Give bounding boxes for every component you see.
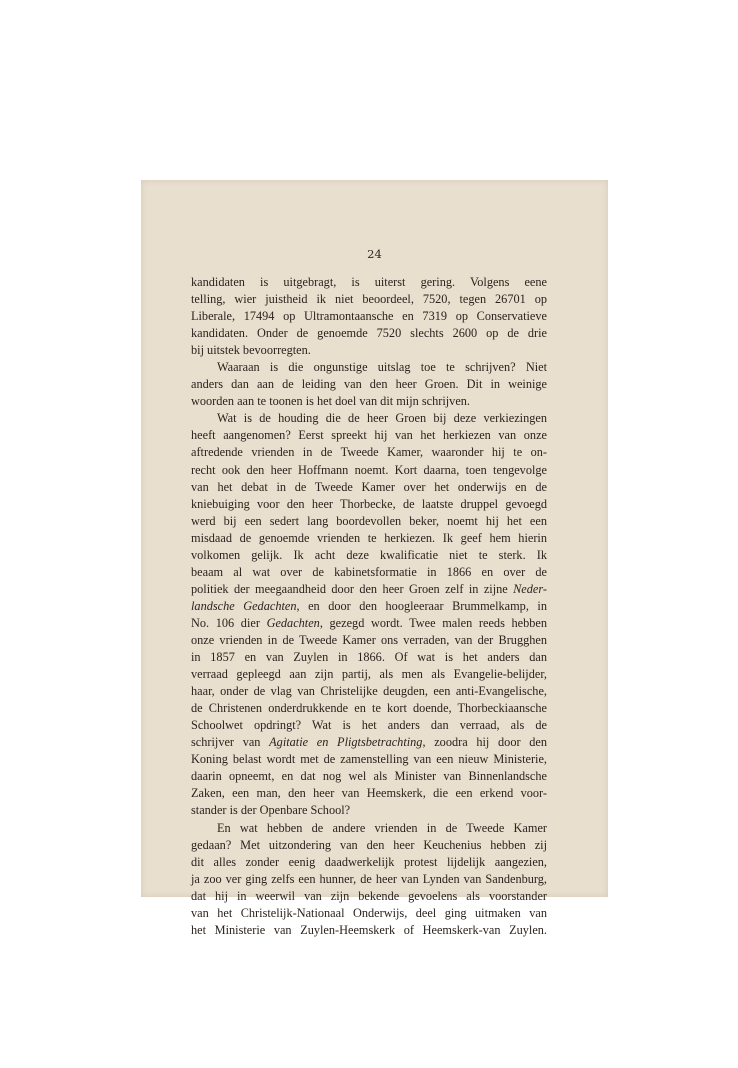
text-segment: anders dan aan de leiding van den heer Groen. Dit in weinige bbox=[191, 377, 547, 392]
text-line bbox=[191, 683, 547, 700]
text-line bbox=[191, 649, 547, 666]
text-segment: de Christenen onderdrukkende en te kort doende, Thorbeckiaansche bbox=[191, 701, 547, 716]
text-line bbox=[191, 802, 547, 819]
text-segment: aftredende vrienden in de Tweede Kamer, waaronder hij te on- bbox=[191, 445, 547, 460]
text-segment: dit alles zonder eenig daadwerkelijk protest lijdelijk aangezien, bbox=[191, 854, 547, 869]
text-segment: heeft aangenomen? Eerst spreekt hij van het herkiezen van onze bbox=[191, 428, 547, 443]
text-line bbox=[191, 854, 547, 871]
text-line bbox=[191, 598, 547, 615]
text-segment: daarin opneemt, en dat nog wel als Minister van Binnenlandsche bbox=[191, 769, 547, 784]
text-segment: , gezegd wordt. Twee malen reeds hebben bbox=[319, 615, 547, 630]
text-line bbox=[191, 871, 547, 888]
text-segment: Liberale, 17494 op Ultramontaansche en 7319 op Conservatieve bbox=[191, 309, 547, 324]
text-segment: dat hij in weerwil van zijn bekende gevoelens als voorstander bbox=[191, 888, 547, 903]
text-segment: stander is der Openbare School? bbox=[191, 803, 351, 818]
text-line bbox=[191, 359, 547, 376]
text-segment: verraad gepleegd aan zijn partij, als men als Evangelie-belijder, bbox=[191, 667, 547, 682]
text-segment: van het debat in de Tweede Kamer over het onderwijs en de bbox=[191, 479, 547, 494]
text-line bbox=[191, 291, 547, 308]
text-segment: misdaad de genoemde vrienden te herkiezen. Ik geef hem hierin bbox=[191, 530, 547, 545]
text-segment: gedaan? Met uitzondering van den heer Keuchenius hebben zij bbox=[191, 837, 547, 852]
text-segment: onze vrienden in de Tweede Kamer ons verraden, van der Brugghen bbox=[191, 632, 547, 647]
text-line bbox=[191, 530, 547, 547]
text-line bbox=[191, 615, 547, 632]
text-line bbox=[191, 462, 547, 479]
text-line bbox=[191, 274, 547, 291]
text-segment: beaam al wat over de kabinetsformatie in 1866 en over de bbox=[191, 564, 547, 579]
text-segment: Waaraan is die ongunstige uitslag toe te schrijven? Niet bbox=[217, 360, 547, 375]
text-line bbox=[191, 581, 547, 598]
text-line bbox=[191, 922, 547, 939]
text-line bbox=[191, 888, 547, 905]
text-line bbox=[191, 751, 547, 768]
text-line bbox=[191, 444, 547, 461]
text-segment: haar, onder de vlag van Christelijke deugden, een anti-Evangelische, bbox=[191, 684, 547, 699]
text-segment: politiek der meegaandheid door den heer Groen zelf in zijne bbox=[191, 581, 514, 596]
text-line bbox=[191, 564, 547, 581]
text-line bbox=[191, 427, 547, 444]
text-line bbox=[191, 410, 547, 427]
text-line bbox=[191, 496, 547, 513]
text-segment: werd bij een sedert lang boordevollen beker, noemt hij het een bbox=[191, 513, 547, 528]
text-segment: , en door den hoogleeraar Brummelkamp, in bbox=[296, 598, 547, 613]
text-segment: Schoolwet opdringt? Wat is het anders dan verraad, als de bbox=[191, 718, 547, 733]
text-line bbox=[191, 547, 547, 564]
text-segment: van het Christelijk-Nationaal Onderwijs, deel ging uitmaken van bbox=[191, 905, 547, 920]
text-segment: volkomen gelijk. Ik acht deze kwalificatie niet te sterk. Ik bbox=[191, 547, 547, 562]
italic-text: landsche Gedachten bbox=[191, 598, 297, 613]
text-segment: Wat is de houding die de heer Groen bij deze verkiezingen bbox=[217, 411, 547, 426]
text-line bbox=[191, 837, 547, 854]
text-segment: kandidaten is uitgebragt, is uiterst gering. Volgens eene bbox=[191, 275, 547, 289]
text-segment: in 1857 en van Zuylen in 1866. Of wat is het anders dan bbox=[191, 650, 547, 665]
italic-text: Neder- bbox=[513, 581, 547, 596]
text-segment: kniebuiging voor den heer Thorbecke, de laatste druppel gevoegd bbox=[191, 496, 547, 511]
text-segment: schrijver van bbox=[191, 735, 270, 750]
text-line bbox=[191, 513, 547, 530]
text-segment: woorden aan te toonen is het doel van dit mijn schrijven. bbox=[191, 394, 471, 409]
text-line bbox=[191, 666, 547, 683]
text-segment: het Ministerie van Zuylen-Heemskerk of Heemskerk-van Zuylen. bbox=[191, 922, 547, 937]
text-line bbox=[191, 734, 547, 751]
text-line bbox=[191, 785, 547, 802]
italic-text: Gedachten bbox=[266, 615, 320, 630]
text-line bbox=[191, 376, 547, 393]
text-segment: telling, wier juistheid ik niet beoordeel, 7520, tegen 26701 op bbox=[191, 292, 547, 307]
text-segment: ja zoo ver ging zelfs een hunner, de heer van Lynden van Sandenburg, bbox=[191, 871, 547, 886]
body-text bbox=[191, 274, 547, 939]
text-line bbox=[191, 325, 547, 342]
text-line bbox=[191, 308, 547, 325]
text-segment: En wat hebben de andere vrienden in de Tweede Kamer bbox=[217, 820, 547, 835]
text-line bbox=[191, 632, 547, 649]
text-line bbox=[191, 393, 547, 410]
text-line bbox=[191, 905, 547, 922]
text-segment: recht ook den heer Hoffmann noemt. Kort daarna, toen tengevolge bbox=[191, 462, 547, 477]
text-segment: bij uitstek bevoorregten. bbox=[191, 343, 311, 358]
text-segment: No. 106 dier bbox=[191, 615, 267, 630]
text-segment: Koning belast wordt met de zamenstelling van een nieuw Ministerie, bbox=[191, 752, 547, 767]
text-segment: Zaken, een man, den heer van Heemskerk, die een erkend voor- bbox=[191, 786, 547, 801]
text-segment: kandidaten. Onder de genoemde 7520 slechts 2600 op de drie bbox=[191, 326, 547, 341]
text-line bbox=[191, 479, 547, 496]
book-page bbox=[141, 180, 608, 937]
text-line bbox=[191, 700, 547, 717]
text-line bbox=[191, 717, 547, 734]
italic-text: Agitatie en Pligtsbetrachting bbox=[269, 735, 423, 750]
text-segment: , zoodra hij door den bbox=[422, 735, 547, 750]
text-line bbox=[191, 342, 547, 359]
page-number: 24 bbox=[367, 247, 382, 261]
text-line bbox=[191, 820, 547, 837]
text-line bbox=[191, 768, 547, 785]
